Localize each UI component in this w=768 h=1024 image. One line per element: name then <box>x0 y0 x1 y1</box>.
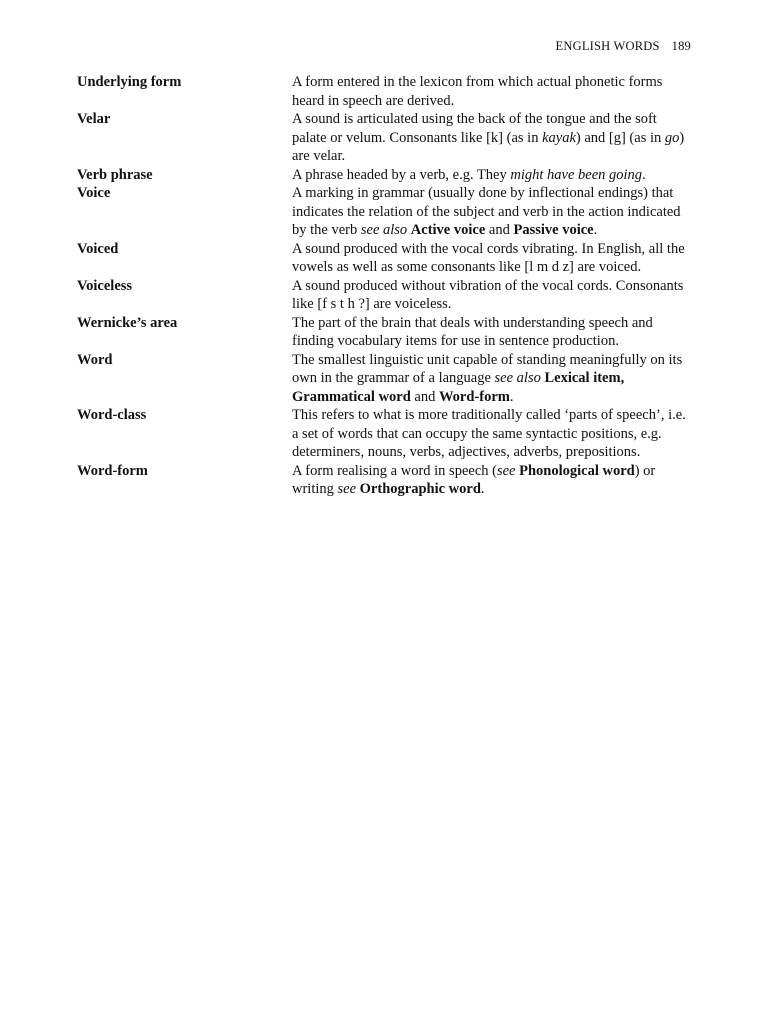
glossary-list <box>77 73 693 499</box>
glossary-entry <box>77 110 693 166</box>
glossary-definition <box>292 240 693 277</box>
section-title: ENGLISH WORDS <box>555 39 660 53</box>
cross-reference: Active voice <box>410 222 486 238</box>
glossary-definition <box>292 110 693 166</box>
glossary-term: Word-form <box>77 462 148 479</box>
glossary-definition <box>292 351 693 407</box>
emphasis-text: go <box>664 129 680 146</box>
glossary-entry <box>77 406 693 462</box>
emphasis-text: see <box>337 481 357 497</box>
definition-text: A marking in grammar (usually done by inflectional endings) that indicates the relation of the subject and verb in the action indicated by the verb <box>292 185 681 238</box>
cross-reference: Phonological word <box>519 462 635 479</box>
definition-text: . <box>642 166 646 183</box>
glossary-definition <box>292 166 693 185</box>
definition-text: and <box>485 222 514 238</box>
glossary-entry <box>77 166 693 185</box>
glossary-definition <box>292 314 693 351</box>
glossary-entry <box>77 462 693 499</box>
glossary-term: Underlying form <box>77 74 182 90</box>
glossary-definition <box>292 184 693 240</box>
glossary-definition <box>292 277 693 314</box>
glossary-term: Voiceless <box>77 277 133 294</box>
glossary-entry <box>77 240 693 277</box>
glossary-entry <box>77 184 693 240</box>
definition-text: The part of the brain that deals with understanding speech and finding vocabulary items for use in sentence production. <box>292 314 653 349</box>
glossary-definition <box>292 462 693 499</box>
glossary-term: Word-class <box>77 407 147 423</box>
definition-text: A phrase headed by a verb, e.g. They <box>292 166 511 183</box>
glossary-definition <box>292 406 693 462</box>
cross-reference: Word-form <box>438 388 510 405</box>
glossary-entry <box>77 351 693 407</box>
emphasis-text: kayak <box>542 129 576 146</box>
page-number: 189 <box>671 39 691 53</box>
glossary-term: Voiced <box>77 240 119 257</box>
emphasis-text: see also <box>360 222 408 238</box>
glossary-entry <box>77 73 693 110</box>
emphasis-text: might have been going <box>510 166 643 183</box>
definition-text: . <box>593 222 598 238</box>
definition-text: This refers to what is more traditionally called ‘parts of speech’, i.e. a set of words that can occupy the same syntactic positions, e.g. determiners, nouns, verbs, adjectives, adverbs, prepositions. <box>292 407 686 460</box>
definition-text: A form realising a word in speech ( <box>292 462 497 479</box>
definition-text: ) and [g] (as in <box>575 129 665 146</box>
definition-text: . <box>480 481 485 497</box>
definition-text: . <box>509 388 514 405</box>
glossary-definition <box>292 73 693 110</box>
glossary-term: Wernicke’s area <box>77 314 178 331</box>
cross-reference: Lexical item, Grammatical word <box>292 370 625 405</box>
definition-text: and <box>410 388 439 405</box>
definition-text: ) are velar. <box>292 129 685 164</box>
cross-reference: Orthographic word <box>359 481 481 497</box>
definition-text: The smallest linguistic unit capable of standing meaningfully on its own in the grammar of a language <box>292 351 683 386</box>
cross-reference: Passive voice <box>513 222 594 238</box>
running-head <box>556 39 691 54</box>
glossary-term: Velar <box>77 111 111 127</box>
definition-text: A sound produced with the vocal cords vibrating. In English, all the vowels as well as some consonants like [l m d z] are voiced. <box>292 240 685 275</box>
glossary-entry <box>77 314 693 351</box>
glossary-term: Verb phrase <box>77 166 153 183</box>
definition-text: A sound produced without vibration of the vocal cords. Consonants like [f s t h ?] are voiceless. <box>292 277 684 312</box>
definition-text: A sound is articulated using the back of the tongue and the soft palate or velum. Consonants like [k] (as in <box>292 111 657 146</box>
glossary-term: Voice <box>77 185 111 201</box>
glossary-entry <box>77 277 693 314</box>
definition-text: A form entered in the lexicon from which actual phonetic forms heard in speech are derived. <box>292 74 663 109</box>
emphasis-text: see <box>496 462 516 479</box>
emphasis-text: see also <box>494 370 541 386</box>
glossary-term: Word <box>77 351 113 368</box>
definition-text: ) or writing <box>292 462 656 497</box>
